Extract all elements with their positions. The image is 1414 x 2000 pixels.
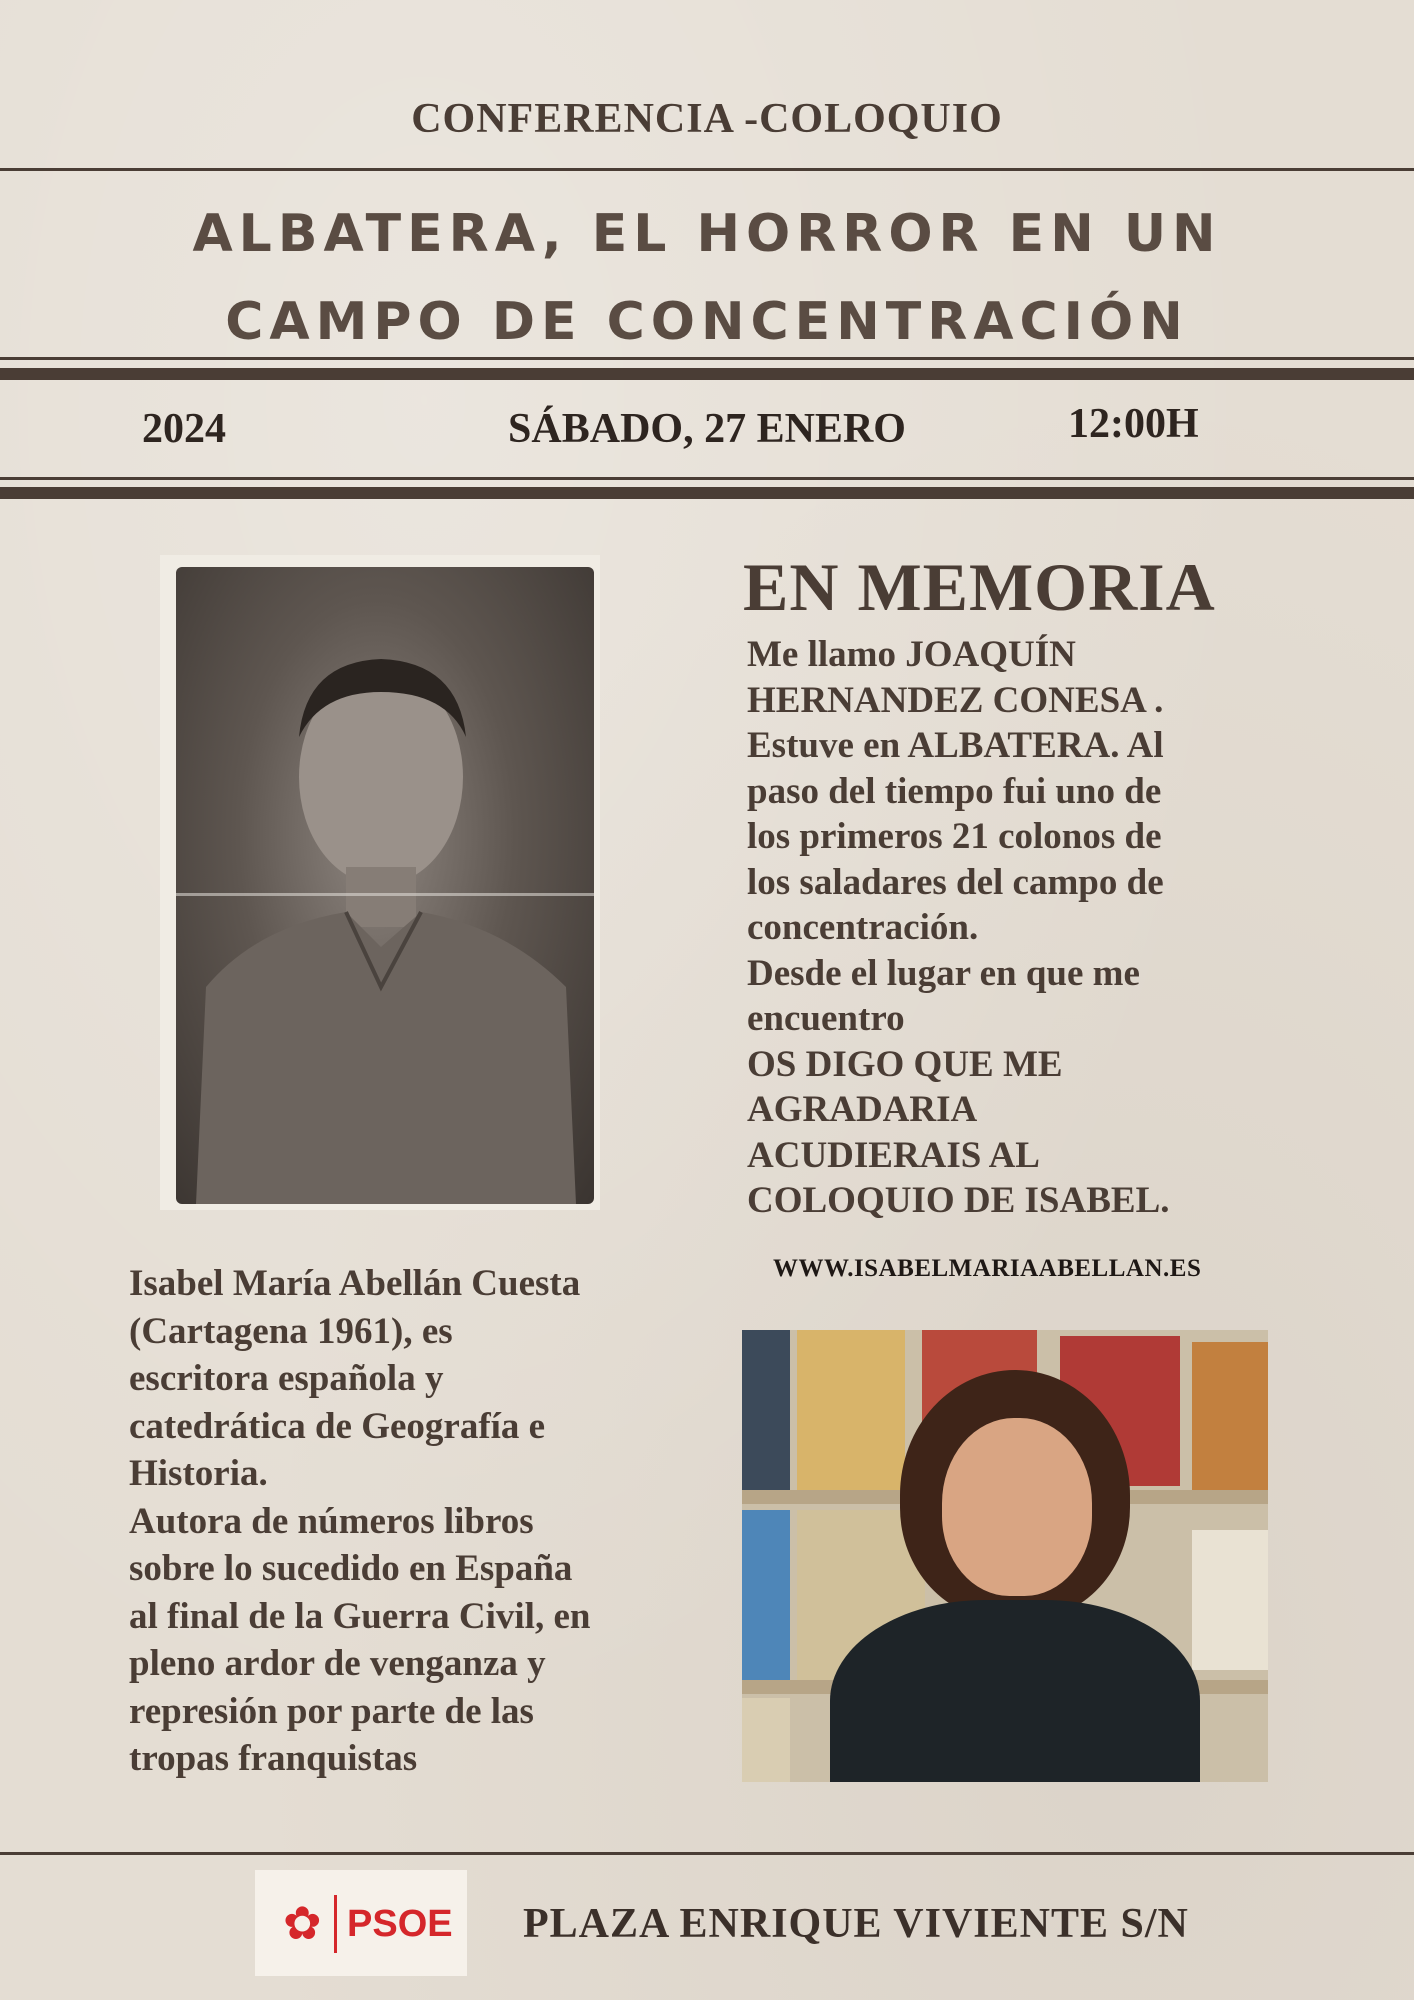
memoria-line: los primeros 21 colonos de [747, 816, 1162, 857]
event-location: PLAZA ENRIQUE VIVIENTE S/N [523, 1901, 1189, 1947]
memoria-line: Me llamo JOAQUÍN [747, 634, 1076, 675]
bio-line: catedrática de Geografía e [129, 1405, 546, 1447]
memoria-line: Estuve en ALBATERA. Al [747, 725, 1164, 766]
memoria-line: Desde el lugar en que me [747, 952, 1140, 994]
memoria-line: encuentro [747, 998, 905, 1039]
bio-line: sobre lo sucedido en España [129, 1548, 573, 1589]
memoria-line: COLOQUIO DE ISABEL. [747, 1180, 1170, 1221]
divider [0, 477, 1414, 480]
title-line-1: ALBATERA, EL HORROR EN UN [192, 204, 1222, 264]
author-bio [129, 1260, 729, 1783]
bio-line: pleno ardor de venganza y [129, 1643, 546, 1684]
divider-thick [0, 368, 1414, 380]
bio-line: Autora de números libros [129, 1500, 534, 1542]
memoria-heading: EN MEMORIA [743, 549, 1216, 625]
book [1192, 1342, 1268, 1490]
logo-text: PSOE [347, 1903, 453, 1945]
website-url: WWW.ISABELMARIAABELLAN.ES [773, 1255, 1202, 1282]
rose-icon: ✿ [283, 1898, 322, 1949]
divider-thick [0, 487, 1414, 499]
author-face [942, 1418, 1092, 1596]
bio-line: escritora española y [129, 1358, 444, 1399]
event-year: 2024 [142, 406, 226, 452]
divider [0, 1852, 1414, 1855]
book [742, 1698, 790, 1782]
event-time: 12:00H [1068, 401, 1199, 447]
portrait-image [176, 567, 594, 1204]
author-body [830, 1600, 1200, 1782]
logo-divider [334, 1895, 337, 1953]
memoria-line: ACUDIERAIS AL [747, 1134, 1040, 1176]
bio-line: (Cartagena 1961), es [129, 1310, 453, 1352]
bio-line: Historia. [129, 1453, 268, 1494]
photo-crease [176, 893, 594, 896]
divider [0, 357, 1414, 360]
historical-portrait-photo [160, 555, 600, 1210]
book [742, 1330, 790, 1490]
book [742, 1510, 790, 1680]
event-subtitle: CONFERENCIA -COLOQUIO [411, 96, 1003, 142]
divider [0, 168, 1414, 171]
event-title [0, 190, 1414, 366]
memoria-line: paso del tiempo fui uno de [747, 770, 1162, 812]
memoria-line: HERNANDEZ CONESA . [747, 679, 1164, 721]
author-photo [742, 1330, 1268, 1782]
memoria-line: AGRADARIA [747, 1089, 978, 1130]
event-date: SÁBADO, 27 ENERO [508, 406, 906, 452]
bio-line: tropas franquistas [129, 1738, 418, 1779]
bio-line: al final de la Guerra Civil, en [129, 1595, 591, 1637]
bio-line: Isabel María Abellán Cuesta [129, 1263, 581, 1304]
psoe-logo [255, 1870, 467, 1976]
book [797, 1330, 905, 1490]
title-line-2: CAMPO DE CONCENTRACIÓN [225, 292, 1189, 352]
memoria-line: los saladares del campo de [747, 861, 1164, 903]
memoria-line: OS DIGO QUE ME [747, 1043, 1063, 1085]
portrait-figure [176, 567, 594, 1204]
bio-line: represión por parte de las [129, 1690, 534, 1732]
memoria-line: concentración. [747, 907, 979, 948]
memoria-text [747, 632, 1287, 1224]
book [1192, 1530, 1268, 1670]
